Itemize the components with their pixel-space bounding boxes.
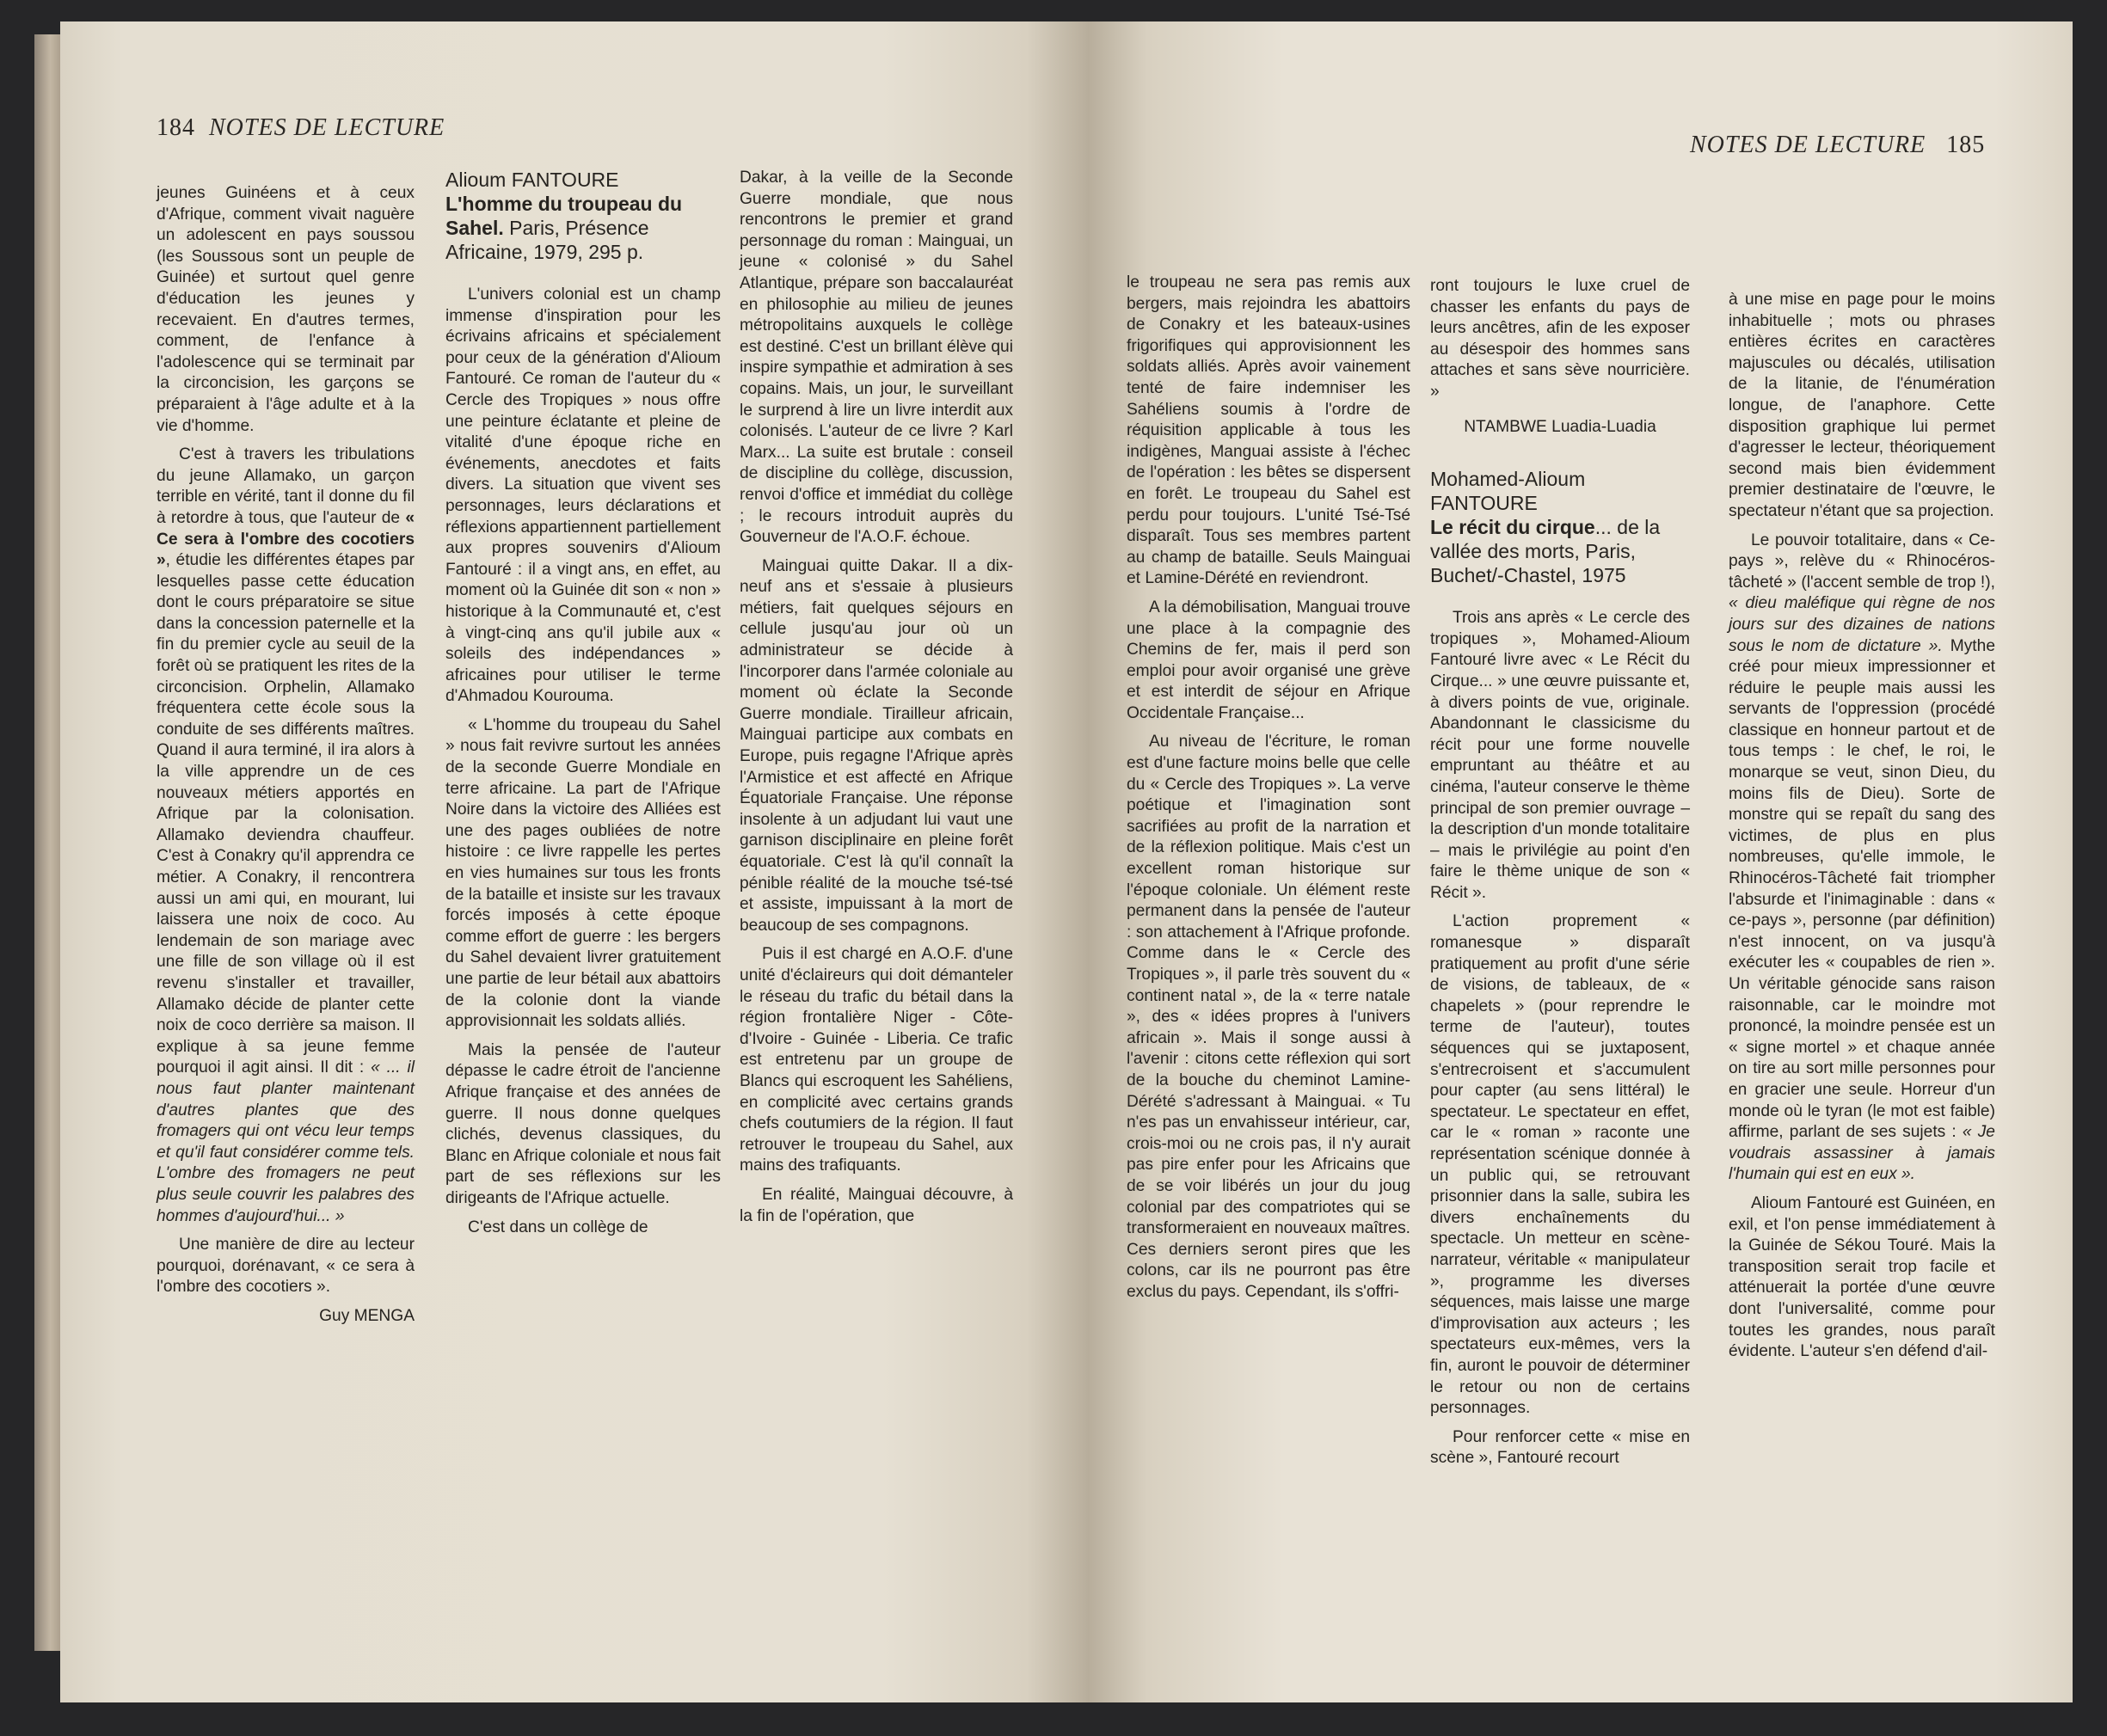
- left-column-3: [740, 168, 1013, 1235]
- paragraph: L'univers colonial est un champ immense d'inspiration pour les écrivains africains et spécialement pour ceux de la génération d'Alioum Fantouré. Ce roman de l'auteur du « Cercle des Tropiques » nous offre une peinture éclatante et pleine de vitalité d'une époque riche en événements, anecdotes et faits divers. La situation que vivent ses personnages, leurs déclarations et réflexions appartiennent partiellement aux propres souvenirs d'Alioum Fantouré : il a vingt ans, en effet, au moment où la Guinée dit son « non » historique à la Communauté et, c'est à vingt-cinq ans qu'il jubile aux « soleils des indépendances » africaines pour utiliser le terme d'Ahmadou Kourouma.: [445, 285, 721, 706]
- text-run: Le pouvoir totalitaire, dans « Ce-pays », relève du « Rhinocéros-tâcheté » (l'accent semble de trop !),: [1729, 531, 1995, 592]
- text-run: , étudie les différentes étapes par lesquelles passe cette éducation dont le cours préparatoire se situe dans la concession paternelle et la fin du premier cycle au seuil de la forêt où se pratiquent les rites de la circoncision. Orphelin, Allamako fréquentera cette école sous la conduite de ses différents maîtres. Quand il aura terminé, il ira alors à la ville apprendre un de ces nouveaux métiers apportés en Afrique par la colonisation. Allamako deviendra chauffeur. C'est à Conakry qu'il apprendra ce métier. A Conakry, il rencontrera aussi un ami qui, en mourant, lui laissera une noix de coco. Au lendemain de son mariage avec une fille de son village où il est revenu s'installer et travailler, Allamako décide de planter cette noix de coco derrière sa maison. Il explique à sa jeune femme pourquoi il agit ainsi. Il dit :: [157, 551, 415, 1077]
- paragraph: à une mise en page pour le moins inhabituelle ; mots ou phrases entières écrites en caractères majuscules ou décalés, utilisation de la litanie, de l'énumération longue, de l'anaphore. Cette disposition graphique lui permet d'agresser le lecteur, théoriquement second mais bien évidemment premier destinataire de l'œuvre, le spectateur n'étant que sa projection.: [1729, 291, 1995, 520]
- book-reference: [445, 168, 721, 264]
- running-title: NOTES DE LECTURE: [1690, 132, 1926, 158]
- right-page: [1088, 21, 2073, 1702]
- reference-publication: ... de la vallée des morts, Paris, Buchet/-Chastel, 1975: [1430, 516, 1661, 587]
- page-number: 185: [1946, 132, 1986, 158]
- running-title: NOTES DE LECTURE: [209, 114, 445, 141]
- right-column-1: [1127, 273, 1410, 1311]
- paragraph: En réalité, Mainguai découvre, à la fin de l'opération, que: [740, 1185, 1013, 1225]
- left-page: [60, 21, 1088, 1702]
- page-number: 184: [157, 114, 195, 141]
- left-column-2: [445, 168, 721, 1246]
- paragraph: Une manière de dire au lecteur pourquoi, dorénavant, « ce sera à l'ombre des cocotiers ».: [157, 1236, 415, 1297]
- paragraph: le troupeau ne sera pas remis aux bergers, mais rejoindra les abattoirs de Conakry et les bateaux-usines frigorifiques qui approvisionnent les soldats alliés. Après avoir vainement tenté de faire indemniser les Sahéliens soumis à l'ordre de réquisition applicable à tous les indigènes, Manguai assiste à l'échec de l'opération : les bêtes se dispersent en forêt. Le troupeau du Sahel est perdu pour toujours. L'unité Tsé-Tsé disparaît. Tous ses membres partent au champ de bataille. Seuls Mainguai et Lamine-Dérété en reviendront.: [1127, 273, 1410, 588]
- right-running-head: [1690, 132, 1985, 159]
- paragraph: Puis il est chargé en A.O.F. d'une unité d'éclaireurs qui doit démanteler le réseau du trafic du bétail dans la région frontalière Niger - Côte-d'Ivoire - Guinée - Liberia. Ce trafic est entretenu par un groupe de Blancs qui escroquent les Sahéliens, en complicité avec certains grands chefs coutumiers de la région. Il faut retrouver le troupeau du Sahel, aux mains des trafiquants.: [740, 945, 1013, 1175]
- right-column-2: [1430, 276, 1690, 1477]
- left-column-1: [157, 183, 415, 1327]
- reference-publication: Paris, Présence Africaine, 1979, 295 p.: [445, 217, 649, 263]
- paragraph: Au niveau de l'écriture, le roman est d'une facture moins belle que celle du « Cercle des Tropiques ». La verve poétique et l'imagination sont sacrifiées au profit de la narration et de la réflexion politique. Mais c'est un excellent roman historique sur l'époque coloniale. Un élément reste permanent dans la pensée de l'auteur : son attachement à l'Afrique profonde. Comme dans le « Cercle des Tropiques », il parle très souvent du « continent natal », de la « terre natale », des « idées propres à l'univers africain ». Mais il songe aussi à l'avenir : citons cette réflexion qui sort de la bouche du cheminot Lamine-Dérété s'adressant à Mainguai. « Tu n'es pas un envahisseur intérieur, car, crois-moi ou ne crois pas, il n'y aurait pas pire enfer pour les Africains que de se voir libérés un jour du joug colonial par des compatriotes qui se transformeraient en nouveaux maîtres. Ces derniers seront pires que les colons, car ils ne pourront pas être exclus du pays. Cependant, ils s'offri-: [1127, 733, 1410, 1301]
- paragraph: Mainguai quitte Dakar. Il a dix-neuf ans et s'essaie à plusieurs métiers, fait quelques séjours en cellule jusqu'au jour où un administrateur se décide à l'incorporer dans l'armée coloniale au moment où éclate la Seconde Guerre mondiale. Tirailleur africain, Mainguai participe aux combats en Europe, puis regagne l'Afrique après l'Armistice et est affecté en Afrique Équatoriale Française. Une réponse insolente à un adjudant lui vaut une garnison disciplinaire en pleine forêt équatoriale. C'est là qu'il connaît la pénible réalité de la mouche tsé-tsé et assiste, impuissant à la mort de beaucoup de ses compagnons.: [740, 556, 1013, 935]
- paragraph: Dakar, à la veille de la Seconde Guerre mondiale, que nous rencontrons le premier et grand personnage du roman : Mainguai, un jeune « colonisé » du Sahel Atlantique, prépare son baccalauréat en philosophie au milieu de jeunes métropolitains auxquels le collège est destiné. C'est un brillant élève qui inspire sympathie et admiration à ses copains. Mais, un jour, le surveillant le surprend à lire un livre interdit aux colonisés. L'auteur de ce livre ? Karl Marx... La suite est brutale : conseil de discipline du collège, discussion, renvoi d'office et immédiat du collège ; le recours introduit auprès du Gouverneur de l'A.O.F. échoue.: [740, 169, 1013, 547]
- review-signature: NTAMBWE Luadia-Luadia: [1464, 417, 1656, 436]
- book-reference: [1430, 467, 1690, 587]
- text-run: Mythe créé pour mieux impressionner et réduire le peuple mais aussi les servants de l'oppression (procédé classique en honneur partout et de tous temps : le chef, le roi, le monarque se veut, sinon Dieu, du moins fils de Dieu). Sorte de monstre qui se repaît du sang des victimes, de plus en plus nombreuses, qu'elle immole, le Rhinocéros-Tâcheté fait triompher l'absurde et l'inimaginable : dans « ce-pays », personne (par définition) n'est innocent, on va jusqu'à exécuter les « coupables de rien ». Un véritable génocide sans raison raisonnable, car le moindre mot prononcé, la moindre pensée est un « signe mortel » et chaque année on tire au sort mille personnes pour en gracier une seule. Horreur d'un monde où le tyran (le mot est faible) affirme, parlant de ses sujets :: [1729, 636, 1995, 1142]
- paragraph: C'est dans un collège de: [468, 1218, 648, 1236]
- paragraph: L'action proprement « romanesque » disparaît pratiquement au profit d'une série de visions, de tableaux, de « chapelets » (pour reprendre le terme de l'auteur), toutes séquences qui se juxtaposent, s'entrecroisent et s'accumulent pour capter (au sens littéral) le spectateur. Le spectateur en effet, car le « roman » raconte une représentation scénique donnée à un public qui, se retrouvant prisonnier dans la salle, subira les divers enchaînements du spectacle. Un metteur en scène-narrateur, véritable « manipulateur », programme les diverses séquences, mais laisse une marge d'improvisation aux acteurs ; les spectateurs eux-mêmes, vers la fin, auront le pouvoir de déterminer le retour ou non de certains personnages.: [1430, 912, 1690, 1418]
- paragraph: Pour renforcer cette « mise en scène », Fantouré recourt: [1430, 1427, 1690, 1468]
- paragraph: jeunes Guinéens et à ceux d'Afrique, comment vivait naguère un adolescent en pays soussou (les Soussous sont un peuple de Guinée) et surtout quel genre d'éducation les jeunes y recevaient. En d'autres termes, comment, de l'enfance à l'adolescence qui se terminait par la circoncision, les garçons se préparaient à l'âge adulte et à la vie d'homme.: [157, 184, 415, 435]
- text-run: C'est à travers les tribulations du jeune Allamako, un garçon terrible en vérité, tant il donne du fil à retordre à tous, que l'auteur de: [157, 445, 415, 527]
- right-column-3: [1729, 290, 1995, 1371]
- paragraph: A la démobilisation, Manguai trouve une place à la compagnie des Chemins de fer, mais il perd son emploi pour avoir organisé une grève et est interdit de séjour en Afrique Occidentale Française...: [1127, 598, 1410, 722]
- reference-author: Alioum FANTOURE: [445, 169, 619, 191]
- reference-author: Mohamed-Alioum FANTOURE: [1430, 468, 1586, 515]
- paragraph: Trois ans après « Le cercle des tropiques », Mohamed-Alioum Fantouré livre avec « Le Récit du Cirque... » une œuvre puissante et, à divers points de vue, originale. Abandonnant le classicisme du récit pour une forme nouvelle empruntant au théâtre et au cinéma, l'auteur conserve le thème principal de son premier ouvrage – la description d'un monde totalitaire – mais le privilégie au point d'en faire le thème unique de son « Récit ».: [1430, 609, 1690, 902]
- paragraph: Mais la pensée de l'auteur dépasse le cadre étroit de l'ancienne Afrique française et des années de guerre. Il nous donne quelques clichés, devenus classiques, du Blanc en Afrique coloniale et nous fait part de ses réflexions sur les dirigeants de l'Afrique actuelle.: [445, 1040, 722, 1207]
- quotation: « Je voudrais assassiner à jamais l'humain qui est en eux ».: [1729, 1123, 1995, 1184]
- quotation: « dieu maléfique qui règne de nos jours sur des dizaines de nations sous le nom de dictature ».: [1729, 594, 1995, 655]
- paragraph: Alioum Fantouré est Guinéen, en exil, et l'on pense immédiatement à la Guinée de Sékou Touré. Mais la transposition serait trop facile et atténuerait la portée d'une œuvre dont l'universalité, comme pour toutes les grandes, nous paraît évidente. L'auteur s'en défend d'ail-: [1729, 1193, 1995, 1361]
- paragraph: [1729, 531, 1995, 1186]
- book-title: « Ce sera à l'ombre des cocotiers »: [157, 508, 415, 570]
- reference-title: L'homme du troupeau du Sahel.: [445, 193, 683, 239]
- paragraph: « L'homme du troupeau du Sahel » nous fait revivre surtout les années de la seconde Guerre Mondiale en terre africaine. La part de l'Afrique Noire dans la victoire des Alliées est une des pages oubliées de notre histoire : ce livre rappelle les pertes en vies humaines sur tous les fronts de la bataille et insiste sur les travaux forcés imposés à cette époque comme effort de guerre : les bergers du Sahel devaient livrer gratuitement une partie de leur bétail aux abattoirs de la colonie dont la viande approvisionnait les soldats alliés.: [445, 715, 721, 1031]
- left-running-head: [157, 114, 445, 142]
- paragraph: ront toujours le luxe cruel de chasser les enfants du pays de leurs ancêtres, afin de les exposer au désespoir des hommes sans attaches et sans sève nourricière. »: [1430, 277, 1690, 401]
- reference-title: Le récit du cirque: [1430, 516, 1595, 539]
- quotation: « ... il nous faut planter maintenant d'autres plantes que des fromagers qui ont vécu leur temps et qu'il faut considérer comme tels. L'ombre des fromagers ne peut plus seule couvrir les palabres des hommes d'aujourd'hui... »: [157, 1058, 415, 1225]
- paragraph: [157, 445, 415, 1227]
- review-signature: Guy MENGA: [319, 1306, 415, 1325]
